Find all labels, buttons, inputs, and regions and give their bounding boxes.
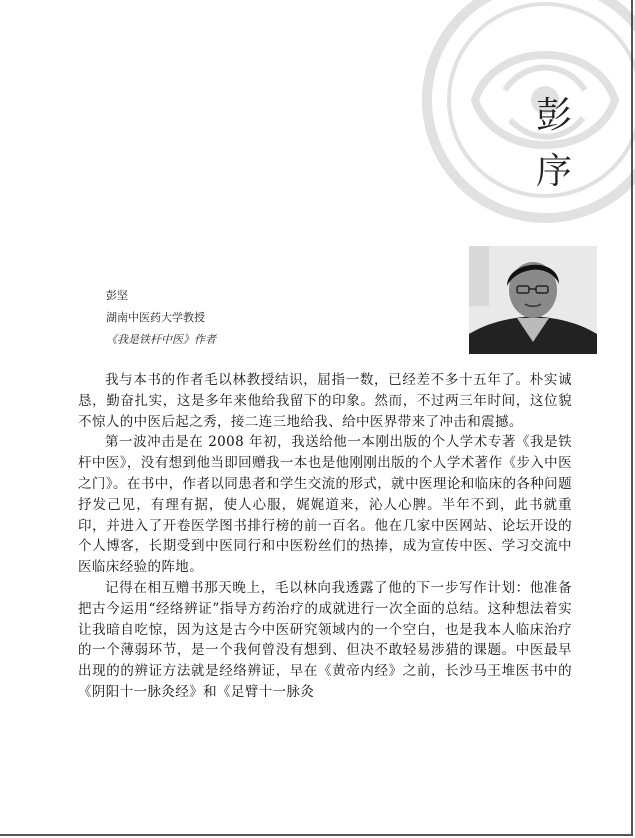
paragraph-3: 记得在相互赠书那天晚上，毛以林向我透露了他的下一步写作计划：他准备把古今运用“经络辨证”指导方药治疗的成就进行一次全面的总结。这种想法着实让我暗自吃惊，因为这是古今中医研究领域内的一个空白，也是我本人临床治疗的一个薄弱环节，是一个我何曾没有想到、但决不敢轻易涉猎的课题。中医最早出现的的辨证方法就是经络辨证，早在《黄帝内经》之前，长沙马王堆医书中的《阴阳十一脉灸经》和《足臂十一脉灸 xyxy=(78,579,572,700)
paragraph-1: 我与本书的作者毛以林教授结识，屈指一数，已经差不多十五年了。朴实诚恳，勤奋扎实，这是多年来他给我留下的印象。然而，不过两三年时间，这位貌不惊人的中医后起之秀，接二连三地给我、给中医界带来了冲击和震撼。 xyxy=(78,372,572,430)
portrait-photo-icon xyxy=(469,246,597,354)
author-name: 彭坚 xyxy=(106,289,128,302)
decorative-seal-icon xyxy=(415,0,635,230)
title-char-2: 序 xyxy=(535,151,572,192)
preface-title xyxy=(534,95,574,210)
author-affiliation: 湖南中医药大学教授 xyxy=(106,311,205,324)
author-book: 《我是铁杆中医》作者 xyxy=(106,333,216,346)
paragraph-2: 第一波冲击是在 2008 年初，我送给他一本刚出版的个人学术专著《我是铁杆中医》，没有想到他当即回赠我一本也是他刚刚出版的个人学术著作《步入中医之门》。在书中，作者以同患者和学生交流的形式，就中医理论和临床的各种问题抒发己见，有理有据，使人心服，娓娓道来，沁人心脾。半年不到，此书就重印，并进入了开卷医学图书排行榜的前一百名。他在几家中医网站、论坛开设的个人博客，长期受到中医同行和中医粉丝们的热捧，成为宣传中医、学习交流中医临床经验的阵地。 xyxy=(78,434,572,576)
author-info xyxy=(106,286,216,352)
preface-body xyxy=(78,370,572,703)
title-char-1: 彭 xyxy=(535,95,572,136)
author-photo xyxy=(469,246,597,354)
